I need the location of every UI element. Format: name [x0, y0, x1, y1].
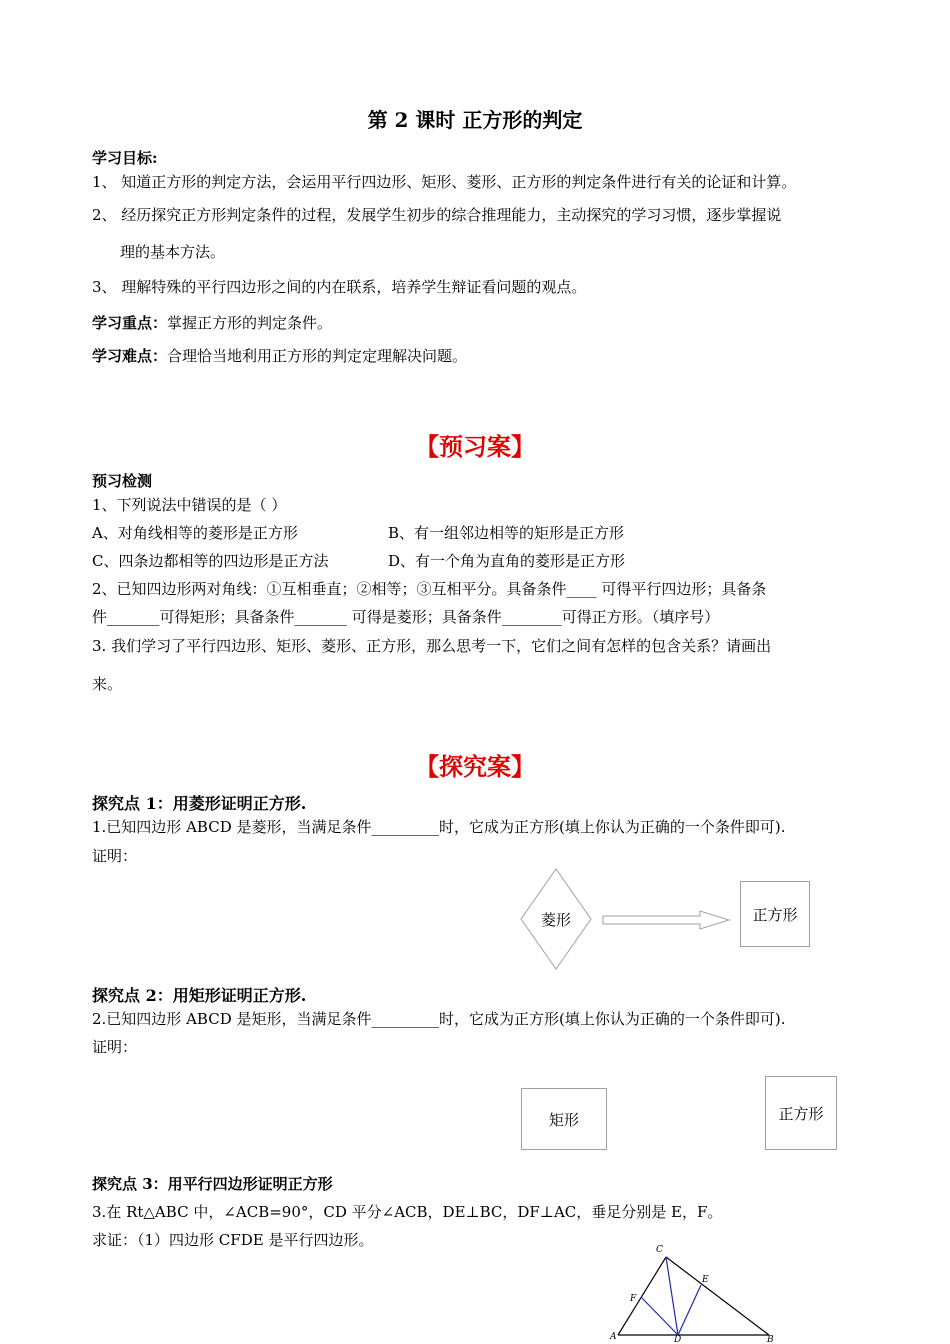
side-ca: [618, 1257, 666, 1335]
objective-item: 3、 理解特殊的平行四边形之间的内在联系，培养学生辩证看问题的观点。: [92, 278, 587, 296]
question-2-line1: 2、已知四边形两对角线：①互相垂直；②相等；③互相平分。具备条件____ 可得平行四边形；具备条: [92, 580, 767, 598]
focus-line: [92, 312, 332, 333]
label-b: B: [767, 1335, 774, 1344]
side-cb: [666, 1257, 769, 1335]
explore-point-2-proof: 证明：: [92, 1038, 138, 1056]
objective-item: 2、 经历探究正方形判定条件的过程，发展学生初步的综合推理能力，主动探究的学习习惯，逐步掌握说: [92, 206, 782, 224]
difficulty-label: 学习难点：: [92, 347, 168, 365]
explore-point-2-heading: 探究点 2：用矩形证明正方形.: [92, 986, 307, 1005]
explore-point-1-heading: 探究点 1：用菱形证明正方形.: [92, 794, 307, 813]
label-e: E: [702, 1275, 709, 1285]
triangle-figure: [606, 1240, 786, 1344]
question-1: 1、下列说法中错误的是（ ）: [92, 496, 287, 514]
label-f: F: [630, 1294, 637, 1304]
explore-point-3-prove: 求证：（1）四边形 CFDE 是平行四边形。: [92, 1231, 374, 1249]
focus-label: 学习重点：: [92, 314, 168, 332]
option-c: C、四条边都相等的四边形是正方法: [92, 552, 329, 570]
rhombus-label: 菱形: [540, 910, 571, 929]
objective-item: 1、 知道正方形的判定方法，会运用平行四边形、矩形、菱形、正方形的判定条件进行有关的论证和计算。: [92, 173, 797, 191]
objective-item: 理的基本方法。: [120, 243, 226, 261]
question-3-line2: 来。: [92, 675, 123, 693]
explore-point-1-proof: 证明：: [92, 847, 138, 865]
label-c: C: [656, 1245, 663, 1255]
rectangle-box: 矩形: [521, 1088, 607, 1150]
preview-check-heading: 预习检测: [92, 472, 153, 490]
segment-cd: [666, 1257, 678, 1335]
label-d: D: [674, 1335, 682, 1344]
question-2-line2: 件_______可得矩形；具备条件_______ 可得是菱形；具备条件________可得正方形。（填序号）: [92, 608, 720, 626]
option-a: A、对角线相等的菱形是正方形: [92, 524, 298, 542]
difficulty-text: 合理恰当地利用正方形的判定定理解决问题。: [167, 347, 468, 365]
option-d: D、有一个角为直角的菱形是正方形: [388, 552, 626, 570]
square-box-1: 正方形: [740, 881, 810, 947]
explore-point-2-question: 2.已知四边形 ABCD 是矩形，当满足条件_________时，它成为正方形(填上你认为正确的一个条件即可).: [92, 1010, 786, 1028]
explore-heading: 【探究案】: [415, 752, 535, 781]
explore-point-3-question: 3.在 Rt△ABC 中，∠ACB=90°，CD 平分∠ACB，DE⊥BC，DF⊥AC，垂足分别是 E，F。: [92, 1203, 723, 1221]
difficulty-line: [92, 345, 467, 366]
explore-point-1-question: 1.已知四边形 ABCD 是菱形，当满足条件_________时，它成为正方形(填上你认为正确的一个条件即可).: [92, 818, 786, 836]
segment-de: [678, 1285, 701, 1335]
square-box-2: 正方形: [765, 1076, 837, 1150]
focus-text: 掌握正方形的判定条件。: [167, 314, 333, 332]
page-title: 第 2 课时 正方形的判定: [367, 108, 583, 132]
option-b: B、有一组邻边相等的矩形是正方形: [388, 524, 625, 542]
question-3-line1: 3. 我们学习了平行四边形、矩形、菱形、正方形，那么思考一下，它们之间有怎样的包含关系？请画出: [92, 637, 772, 655]
objectives-heading: 学习目标:: [92, 149, 158, 167]
preview-heading: 【预习案】: [415, 432, 535, 461]
label-a: A: [610, 1332, 617, 1342]
explore-point-3-heading: 探究点 3：用平行四边形证明正方形: [92, 1175, 333, 1193]
arrow-icon: [602, 909, 732, 931]
